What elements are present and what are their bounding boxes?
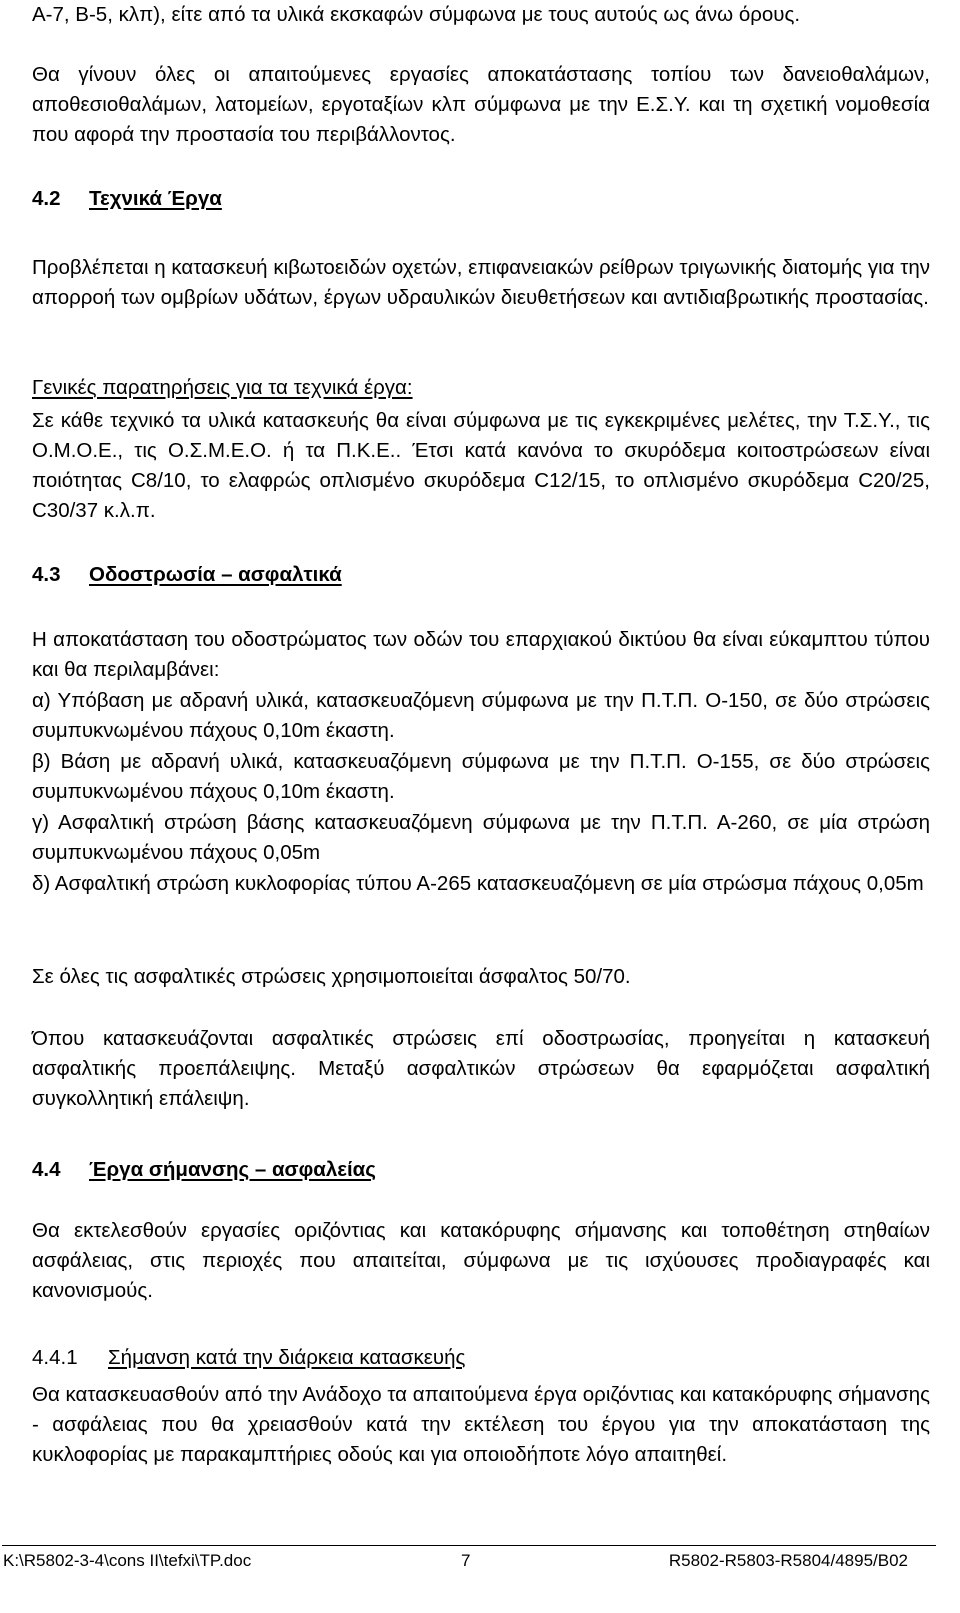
footer-divider (2, 1545, 936, 1546)
footer-file-path: K:\R5802-3-4\cons II\tefxi\TP.doc (3, 1551, 252, 1570)
asphalt-note: Σε όλες τις ασφαλτικές στρώσεις χρησιμοποιείται άσφαλτος 50/70. (32, 965, 631, 988)
intro-continuation-paragraph: Α-7, Β-5, κλπ), είτε από τα υλικά εκσκαφών σύμφωνα με τους αυτούς ως άνω όρους. (32, 3, 801, 26)
section-title: Έργα σήμανσης – ασφαλείας (89, 1158, 376, 1181)
section-4-4-heading (32, 1155, 376, 1185)
list-item-c: γ) Ασφαλτική στρώση βάσης κατασκευαζόμενη σύμφωνα με την Π.Τ.Π. Α-260, σε μία στρώση συμπυκνωμένου πάχους 0,05m (32, 811, 930, 864)
list-item-b: β) Βάση με αδρανή υλικά, κατασκευαζόμενη σύμφωνα με την Π.Τ.Π. Ο-155, σε δύο στρώσεις συμπυκνωμένου πάχους 0,10m έκαστη. (32, 750, 930, 803)
footer-document-code: R5802-R5803-R5804/4895/B02 (668, 1551, 908, 1570)
section-4-2-heading (32, 184, 222, 214)
section-title: Τεχνικά Έργα (89, 187, 222, 210)
section-4-3-heading (32, 560, 342, 590)
subsection-title: Σήμανση κατά την διάρκεια κατασκευής (108, 1346, 466, 1369)
tack-coat-note: Όπου κατασκευάζονται ασφαλτικές στρώσεις επί οδοστρωσίας, προηγείται η κατασκευή ασφαλτικής προεπάλειψης. Μεταξύ ασφαλτικών στρώσεων θα εφαρμόζεται ασφαλτική συγκολλητική επάλειψη. (32, 1027, 930, 1110)
list-item-a: α) Υπόβαση με αδρανή υλικά, κατασκευαζόμενη σύμφωνα με την Π.Τ.Π. Ο-150, σε δύο στρώσεις συμπυκνωμένου πάχους 0,10m έκαστη. (32, 689, 930, 742)
intro-restoration-paragraph: Θα γίνουν όλες οι απαιτούμενες εργασίες αποκατάστασης τοπίου των δανειοθαλάμων, αποθεσιοθαλάμων, λατομείων, εργοταξίων κλπ σύμφωνα με την Ε.Σ.Υ. και τη σχετική νομοθεσία που αφορά την προστασία του περιβάλλοντος. (32, 63, 930, 146)
section-4-4-1-body: Θα κατασκευασθούν από την Ανάδοχο τα απαιτούμενα έργα οριζόντιας και κατακόρυφης σήμανσης - ασφάλειας που θα χρειασθούν κατά την εκτέλεση του έργου για την αποκατάσταση της κυκλοφορίας με παρακαμπτήριες οδούς και για οποιοδήποτε λόγο απαιτηθεί. (32, 1383, 930, 1466)
section-number: 4.2 (32, 187, 61, 210)
section-title: Οδοστρωσία – ασφαλτικά (89, 563, 342, 586)
section-number: 4.3 (32, 563, 61, 586)
section-4-4-body: Θα εκτελεσθούν εργασίες οριζόντιας και κατακόρυφης σήμανσης και τοποθέτηση στηθαίων ασφάλειας, στις περιοχές που απαιτείται, σύμφωνα με τις ισχύουσες προδιαγραφές και κανονισμούς. (32, 1219, 930, 1302)
subsection-number: 4.4.1 (32, 1346, 78, 1369)
general-remarks-heading: Γενικές παρατηρήσεις για τα τεχνικά έργα: (32, 376, 413, 399)
section-4-3-intro: Η αποκατάσταση του οδοστρώματος των οδών του επαρχιακού δικτύου θα είναι εύκαμπτου τύπου και θα περιλαμβάνει: (32, 628, 930, 681)
footer-page-number: 7 (461, 1551, 471, 1570)
section-4-2-body: Προβλέπεται η κατασκευή κιβωτοειδών οχετών, επιφανειακών ρείθρων τριγωνικής διατομής για την απορροή των ομβρίων υδάτων, έργων υδραυλικών διευθετήσεων και αντιδιαβρωτικής προστασίας. (32, 256, 930, 309)
section-number: 4.4 (32, 1158, 61, 1181)
section-4-4-1-heading (32, 1343, 465, 1373)
general-remarks-body: Σε κάθε τεχνικό τα υλικά κατασκευής θα είναι σύμφωνα με τις εγκεκριμένες μελέτες, την Τ.Σ.Υ., τις Ο.Μ.Ο.Ε., τις Ο.Σ.Μ.Ε.Ο. ή τα Π.Κ.Ε.. Έτσι κατά κανόνα το σκυρόδεμα κοιτοστρώσεων είναι ποιότητας C8/10, το ελαφρώς οπλισμένο σκυρόδεμα C12/15, το οπλισμένο σκυρόδεμα C20/25, C30/37 κ.λ.π. (32, 409, 930, 522)
list-item-d: δ) Ασφαλτική στρώση κυκλοφορίας τύπου Α-265 κατασκευαζόμενη σε μία στρώσμα πάχους 0,05m (32, 872, 924, 895)
